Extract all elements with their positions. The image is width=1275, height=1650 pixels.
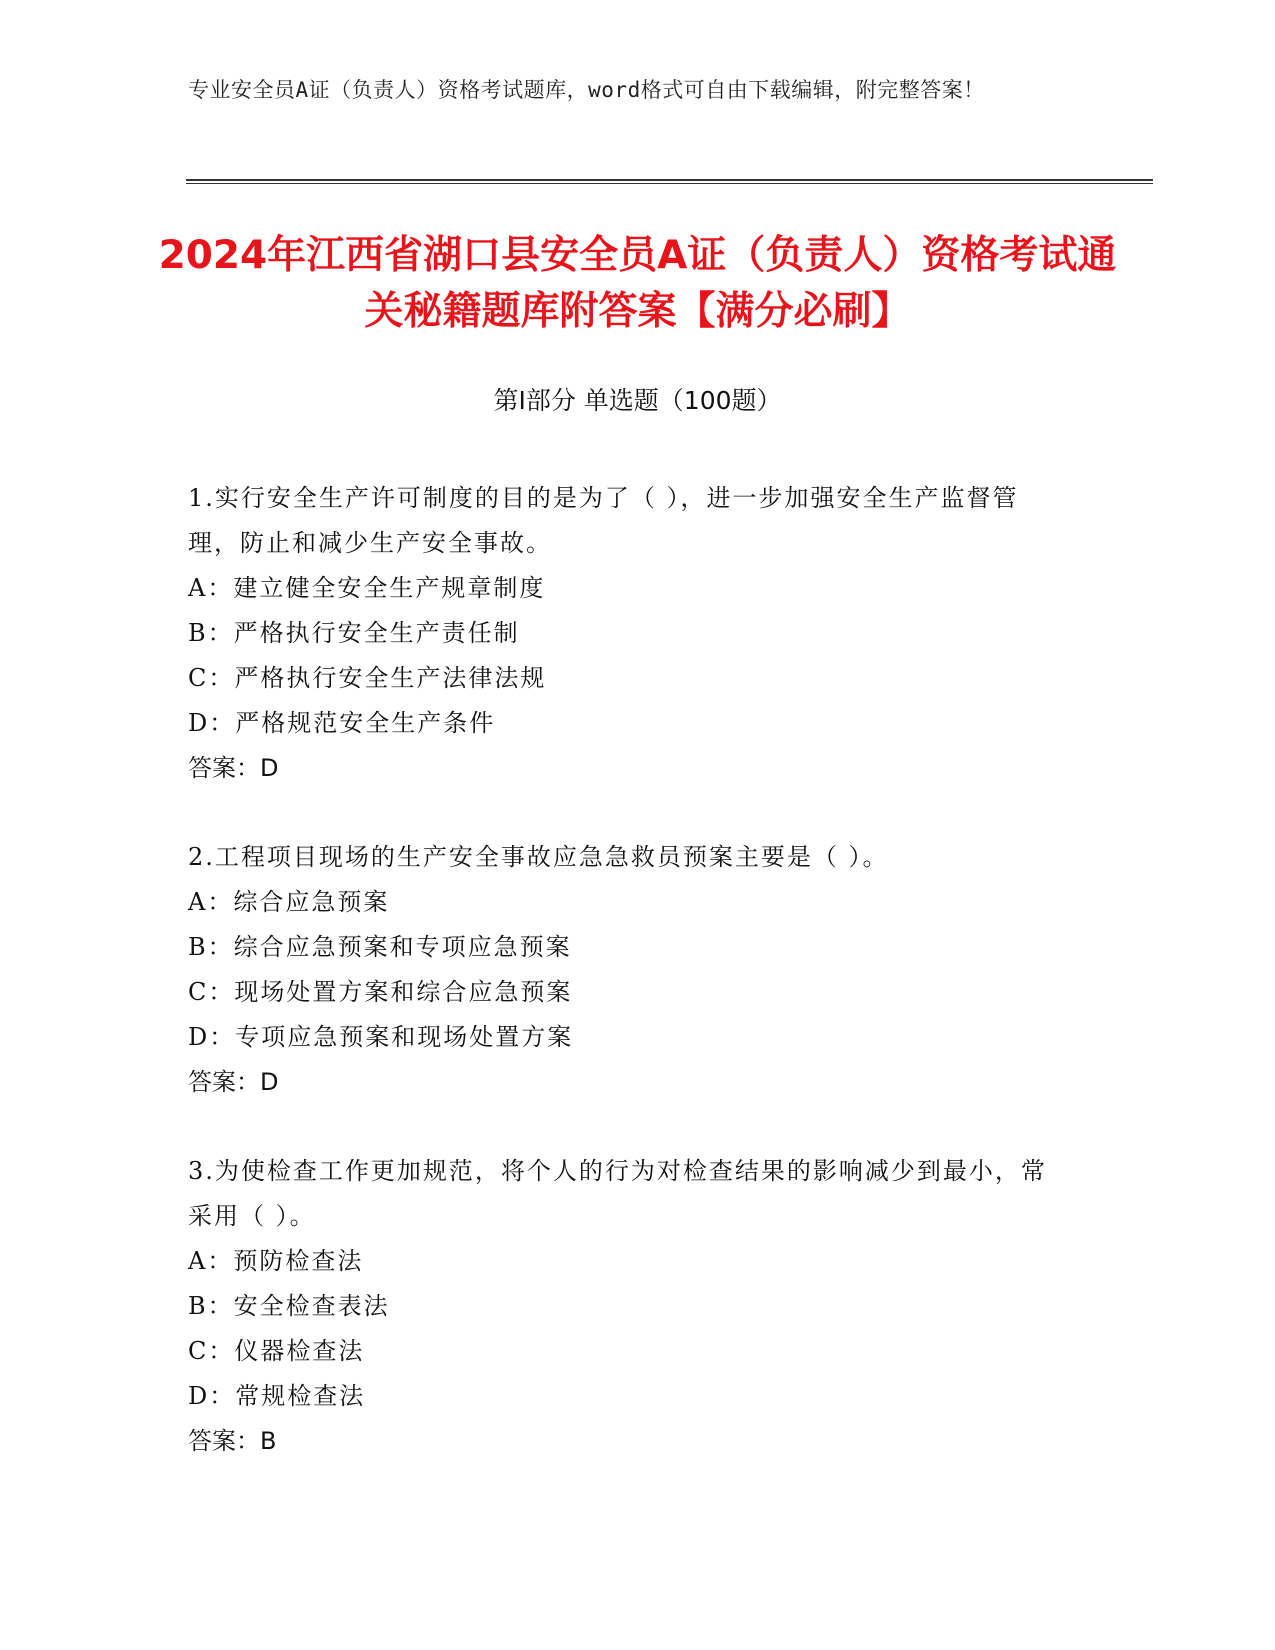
header-note: 专业安全员A证（负责人）资格考试题库，word格式可自由下载编辑，附完整答案！ [188,78,985,102]
option-b: B：安全检查表法 [188,1292,390,1320]
question-stem: 2.工程项目现场的生产安全事故应急急救员预案主要是（ ）。 [188,843,889,871]
option-c: C：严格执行安全生产法律法规 [188,664,547,692]
answer-line: 答案：D [188,754,279,782]
document-title: 2024年江西省湖口县安全员A证（负责人）资格考试通关秘籍题库附答案【满分必刷】 [158,233,1117,334]
option-b: B：严格执行安全生产责任制 [188,619,520,647]
option-a: A：建立健全安全生产规章制度 [188,574,546,602]
option-c: C：现场处置方案和综合应急预案 [188,978,573,1006]
question-item [188,476,1068,791]
option-a: A：综合应急预案 [188,888,390,916]
section-heading: 第I部分 单选题（100题） [493,386,782,415]
header-divider-thin [186,183,1153,184]
question-stem: 1.实行安全生产许可制度的目的是为了（ ），进一步加强安全生产监督管理，防止和减少生产安全事故。 [188,484,1019,557]
question-stem: 3.为使检查工作更加规范，将个人的行为对检查结果的影响减少到最小，常采用（ ）。 [188,1157,1047,1230]
option-a: A：预防检查法 [188,1247,364,1275]
question-item [188,835,1068,1105]
header-divider [186,179,1153,181]
option-d: D：常规检查法 [188,1382,366,1410]
question-item [188,1149,1068,1464]
answer-line: 答案：D [188,1068,279,1096]
option-d: D：严格规范安全生产条件 [188,709,496,737]
option-c: C：仪器检查法 [188,1337,365,1365]
option-d: D：专项应急预案和现场处置方案 [188,1023,574,1051]
answer-line: 答案：B [188,1427,277,1455]
question-list [188,476,1068,1508]
option-b: B：综合应急预案和专项应急预案 [188,933,572,961]
